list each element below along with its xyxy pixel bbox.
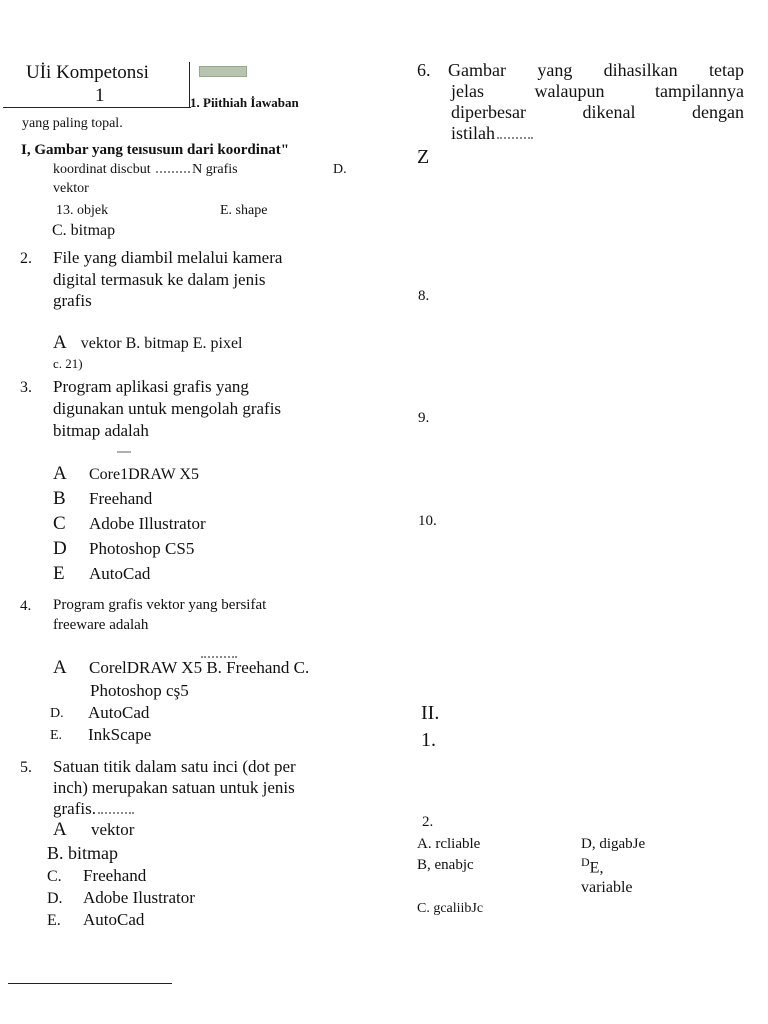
q3-option-text: AutoCad bbox=[89, 564, 151, 583]
q7-number: Z bbox=[417, 146, 430, 168]
q5-number: 5. bbox=[20, 759, 32, 776]
header-bottom-rule bbox=[3, 107, 191, 108]
q6-line3: diperbesar dikenal dengan bbox=[451, 102, 744, 122]
q5-option-e-letter: E. bbox=[47, 912, 61, 929]
q4-option-d: AutoCad bbox=[88, 703, 150, 722]
q3-line2: digunakan untuk mengolah grafis bbox=[53, 399, 282, 418]
q5-line1: Satuan titik dalam satu inci (dot per bbox=[53, 757, 296, 776]
q6-line1: Gambar yang dihasilkan tetap bbox=[448, 60, 744, 80]
q1-line2a: koordinat discbut bbox=[53, 162, 151, 177]
s2q2-option-b: B, enabjc bbox=[417, 857, 474, 873]
q5-option-d-letter: D. bbox=[47, 890, 63, 907]
q4-option-a bbox=[53, 657, 309, 679]
q3-option-c bbox=[53, 513, 206, 535]
section-ii-heading: II. bbox=[421, 702, 440, 724]
q4-number: 4. bbox=[20, 598, 32, 614]
section-ii-q2-number: 2. bbox=[422, 814, 434, 830]
q1-line2c: D. bbox=[333, 162, 347, 177]
q4-option-e: InkScape bbox=[88, 725, 152, 744]
q5-blank bbox=[98, 809, 134, 814]
q2-line3: grafis bbox=[53, 291, 92, 310]
q3-line1: Program aplikasi grafis yang bbox=[53, 377, 249, 396]
q6-blank bbox=[497, 134, 533, 139]
q5-line2: inch) merupakan satuan untuk jenis bbox=[53, 778, 295, 797]
q4-line1: Program grafis vektor yang bersifat bbox=[53, 597, 267, 613]
footnote-rule bbox=[8, 983, 172, 984]
q3-option-text: Freehand bbox=[89, 489, 153, 508]
s2q2-option-a: A. rcliable bbox=[417, 836, 481, 852]
q3-letter: A bbox=[53, 463, 67, 484]
q9-number: 9. bbox=[418, 410, 430, 426]
q3-option-d bbox=[53, 538, 194, 560]
q3-option-b bbox=[53, 488, 152, 510]
q4-line2: freeware adalah bbox=[53, 617, 149, 633]
s2q2-option-d: D, digabJe bbox=[581, 836, 646, 852]
q2-options-text: vektor B. bitmap E. pixel bbox=[80, 335, 243, 352]
q5-option-a bbox=[53, 819, 134, 841]
q3-option-a bbox=[53, 463, 199, 485]
q5-option-b: B. bitmap bbox=[47, 843, 118, 863]
q8-number: 8. bbox=[418, 288, 430, 304]
q3-option-e bbox=[53, 563, 150, 585]
q6-line4 bbox=[451, 123, 535, 144]
q1-option-b: 13. objek bbox=[56, 203, 109, 218]
q1-line2b: N grafis bbox=[192, 162, 238, 177]
q3-letter: B bbox=[53, 488, 66, 509]
q2-line1: File yang diambil melalui kamera bbox=[53, 248, 283, 267]
section-ii-q1-number: 1. bbox=[421, 729, 436, 751]
s2q2-option-e bbox=[581, 855, 603, 877]
q5-line3 bbox=[53, 799, 136, 819]
q3-letter: D bbox=[53, 538, 67, 559]
stamp-mark bbox=[199, 64, 247, 82]
q1-option-c: C. bitmap bbox=[52, 222, 116, 239]
q1-text: I, Gambar yang teısusuın dari koordinat" bbox=[21, 142, 290, 158]
q5-option-c-letter: C. bbox=[47, 868, 62, 885]
q3-letter: E bbox=[53, 563, 65, 584]
q3-number: 3. bbox=[20, 379, 32, 396]
page-title: Uİi Kompetonsi bbox=[26, 62, 149, 83]
q3-letter: C bbox=[53, 513, 66, 534]
q10-number: 10. bbox=[418, 513, 437, 529]
q3-mark bbox=[117, 451, 131, 453]
q5-option-d: Adobe Ilustrator bbox=[83, 888, 195, 907]
q3-option-text: Photoshop CS5 bbox=[89, 539, 195, 558]
q1-line2 bbox=[53, 162, 238, 178]
q5-letter-a: A bbox=[53, 819, 67, 840]
s2q2-option-e-text: E, bbox=[589, 859, 604, 877]
q6-line2: jelas walaupun tampilannya bbox=[451, 81, 744, 101]
q1-blank bbox=[156, 168, 190, 173]
instruction-text: yang paling topal. bbox=[22, 116, 123, 131]
s2q2-option-e-sup: D bbox=[581, 855, 590, 869]
q5-option-a-text: vektor bbox=[91, 820, 135, 839]
q5-option-e: AutoCad bbox=[83, 910, 145, 929]
q2-line2: digital termasuk ke dalam jenis bbox=[53, 270, 266, 289]
q6-number: 6. bbox=[417, 60, 431, 80]
instruction-heading: 1. Piithiah İawaban bbox=[190, 95, 299, 110]
q3-line3: bitmap adalah bbox=[53, 421, 149, 440]
q4-option-a-text: CorelDRAW X5 B. Freehand C. bbox=[89, 658, 310, 677]
q1-option-e: E. shape bbox=[220, 203, 268, 218]
s2q2-option-e-line2: variable bbox=[581, 879, 633, 896]
q1-line3: vektor bbox=[53, 181, 89, 196]
page-title-number: 1 bbox=[95, 85, 105, 106]
q3-option-text: Adobe Illustrator bbox=[89, 514, 206, 533]
q4-option-d-letter: D. bbox=[50, 706, 64, 721]
q2-extra: c. 21) bbox=[53, 356, 83, 371]
q5-option-c: Freehand bbox=[83, 866, 147, 885]
q4-option-a-line2: Photoshop cş5 bbox=[90, 681, 189, 700]
q2-letter-a: A bbox=[53, 332, 67, 353]
q3-option-text: Core1DRAW X5 bbox=[89, 466, 199, 483]
q4-option-e-letter: E. bbox=[50, 728, 63, 743]
s2q2-option-c: C. gcaliibJc bbox=[417, 901, 484, 916]
q5-line3-text: grafis. bbox=[53, 799, 96, 818]
q2-options bbox=[53, 332, 242, 354]
q2-number: 2. bbox=[20, 250, 32, 267]
q4-letter-a: A bbox=[53, 657, 67, 678]
q6-line4-text: istilah bbox=[451, 123, 495, 143]
